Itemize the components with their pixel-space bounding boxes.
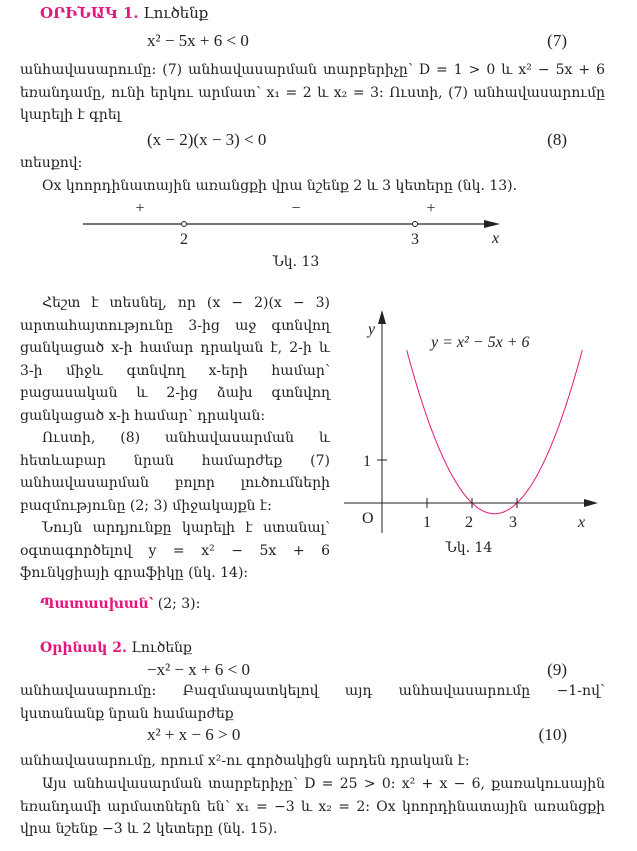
y-axis-label: y — [368, 321, 376, 338]
equation-7-number: (7) — [547, 31, 567, 50]
example2-paragraph-3: Այս անհավասարման տարբերիչը՝ D = 25 > 0: x² + x − 6, քառակուսային եռանդամի արմատներն են՝ x₁ = −3 և x₂ = 2: Ox կոորդինատային առանցքի վրա նշենք −3 և 2 կետերը (նկ. 15). — [20, 776, 605, 838]
x-tick-label-2: 2 — [465, 514, 473, 531]
answer-label: Պատասխան՝ — [40, 596, 154, 612]
example2-heading: Օրինակ 2. — [40, 640, 127, 656]
example1-paragraph-5: Ուստի, (8) անհավասարման և հետևաբար նրան համարժեք (7) անհավասարման բոլոր լուծումների բազմությունը (2; 3) միջակայքն է: — [20, 430, 330, 514]
figure-14-caption: Նկ. 14 — [445, 540, 493, 556]
example1-heading: ՕՐԻՆԱԿ 1. — [40, 4, 139, 22]
example1-paragraph-1: անհավասարումը: (7) անհավասարման տարբերիչը՝ D = 1 > 0 և x² − 5x + 6 եռանդամը, ունի երկու արմատ՝ x₁ = 2 և x₂ = 3: Ուստի, (7) անհավասարումը կարելի է գրել — [20, 62, 605, 124]
y-axis-arrow-icon — [378, 310, 386, 324]
parabola-curve — [407, 350, 583, 514]
x-tick-label-1: 1 — [423, 514, 431, 531]
equation-10-number: (10) — [538, 725, 567, 744]
equation-8: (x − 2)(x − 3) < 0 — [147, 130, 267, 149]
y-tick-label-1: 1 — [363, 453, 371, 470]
origin-label: O — [362, 510, 374, 527]
x-axis-arrow-icon — [584, 499, 598, 507]
point-label-2: 2 — [180, 231, 188, 248]
example1-paragraph-2: տեսքով: — [20, 155, 83, 171]
function-label: y = x² − 5x + 6 — [431, 334, 530, 351]
example2-paragraph-1: անհավասարումը: Բազմապատկելով այդ անհավասարումը −1-ով՝ կստանանք նրան համարժեք — [20, 683, 605, 722]
example1-paragraph-3: Ox կոորդինատային առանցքի վրա նշենք 2 և 3 կետերը (նկ. 13). — [42, 178, 518, 194]
equation-9: −x² − x + 6 < 0 — [147, 660, 250, 679]
sign-minus-middle: − — [291, 200, 301, 217]
point-label-3: 3 — [411, 231, 419, 248]
x-axis-label: x — [578, 514, 586, 531]
answer-line — [40, 596, 200, 612]
answer-value: (2; 3): — [157, 596, 201, 612]
equation-10: x² + x − 6 > 0 — [147, 725, 241, 744]
figure-13-caption: Նկ. 13 — [272, 254, 320, 270]
example2-paragraph-2: անհավասարումը, որում x²-ու գործակիցն արդեն դրական է: — [20, 753, 470, 769]
equation-8-number: (8) — [547, 130, 567, 149]
axis-label-x: x — [492, 230, 500, 247]
sign-plus-left: + — [135, 200, 145, 217]
equation-9-number: (9) — [547, 660, 567, 679]
example1-paragraph-4: Հեշտ է տեսնել, որ (x − 2)(x − 3) արտահայտությունը 3-ից աջ գտնվող ցանկացած x-ի համար դրական է, 2-ի և 3-ի միջև գտնվող x-երի համար՝ բացասական և 2-ից ձախ գտնվող ցանկացած x-ի համար՝ դրական: — [20, 295, 330, 424]
equation-7: x² − 5x + 6 < 0 — [147, 31, 249, 50]
example2-heading-line — [40, 640, 192, 656]
sign-plus-right: + — [426, 200, 436, 217]
example2-intro: Լուծենք — [131, 640, 192, 656]
example1-paragraph-6: Նույն արդյունքը կարելի է ստանալ՝ օգտագործելով y = x² − 5x + 6 ֆունկցիայի գրաֆիկը (նկ. 14): — [20, 520, 330, 582]
example1-intro: Լուծենք — [143, 4, 209, 22]
x-tick-label-3: 3 — [509, 514, 517, 531]
